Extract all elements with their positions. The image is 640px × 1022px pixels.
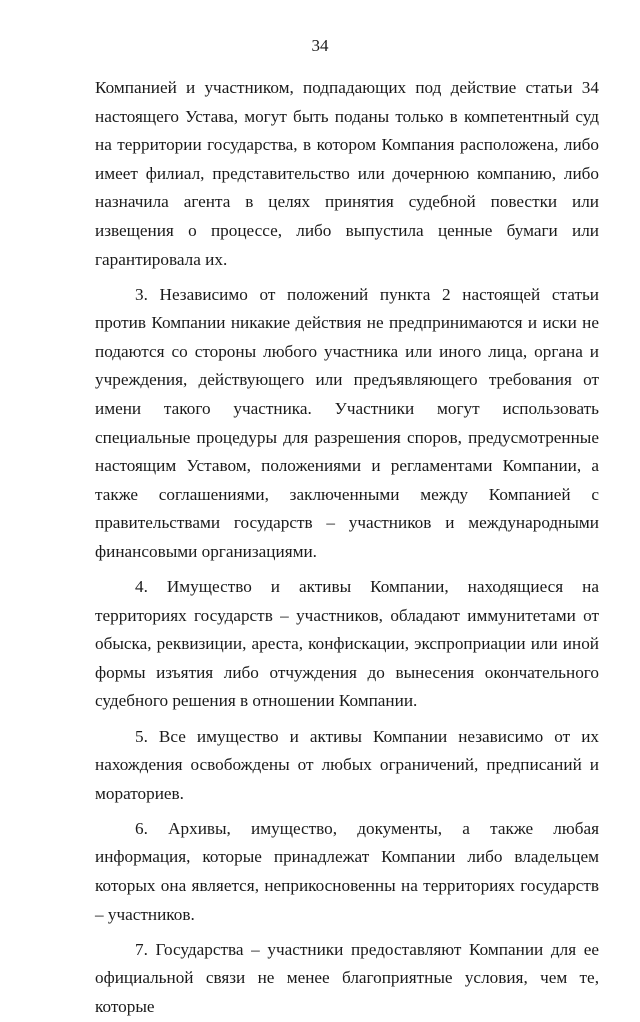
paragraph-item-3: 3. Независимо от положений пункта 2 настоящей статьи против Компании никакие действия не предпринимаются и иски не подаются со стороны любого участника или иного лица, органа и учреждения, действующего или предъявляющего требования от имени такого участника. Участники могут использовать специальные процедуры для разрешения споров, предусмотренные настоящим Уставом, положениями и регламентами Компании, а также соглашениями, заключенными между Компанией с правительствами государств – участников и международными финансовыми организациями. — [95, 284, 599, 561]
page-number: 34 — [311, 36, 329, 55]
paragraph-continuation: Компанией и участником, подпадающих под действие статьи 34 настоящего Устава, могут быть поданы только в компетентный суд на территории государства, в котором Компания расположена, либо имеет филиал, представительство или дочернюю компанию, либо назначила агента в целях принятия судебной повестки или извещения о процессе, либо выпустила ценные бумаги или гарантировала их. — [95, 78, 599, 269]
paragraph-item-5: 5. Все имущество и активы Компании независимо от их нахождения освобождены от любых ограничений, предписаний и мораториев. — [95, 726, 599, 803]
paragraph-item-6: 6. Архивы, имущество, документы, а также любая информация, которые принадлежат Компании либо владельцем которых она является, неприкосновенны на территориях государств – участников. — [95, 818, 599, 924]
page-body — [95, 74, 599, 1022]
paragraph-item-4: 4. Имущество и активы Компании, находящиеся на территориях государств – участников, обладают иммунитетами от обыска, реквизиции, ареста, конфискации, экспроприации или иной формы изъятия либо отчуждения до вынесения окончательного судебного решения в отношении Компании. — [95, 577, 599, 711]
paragraph-item-7: 7. Государства – участники предоставляют Компании для ее официальной связи не менее благоприятные условия, чем те, которые — [95, 939, 599, 1016]
